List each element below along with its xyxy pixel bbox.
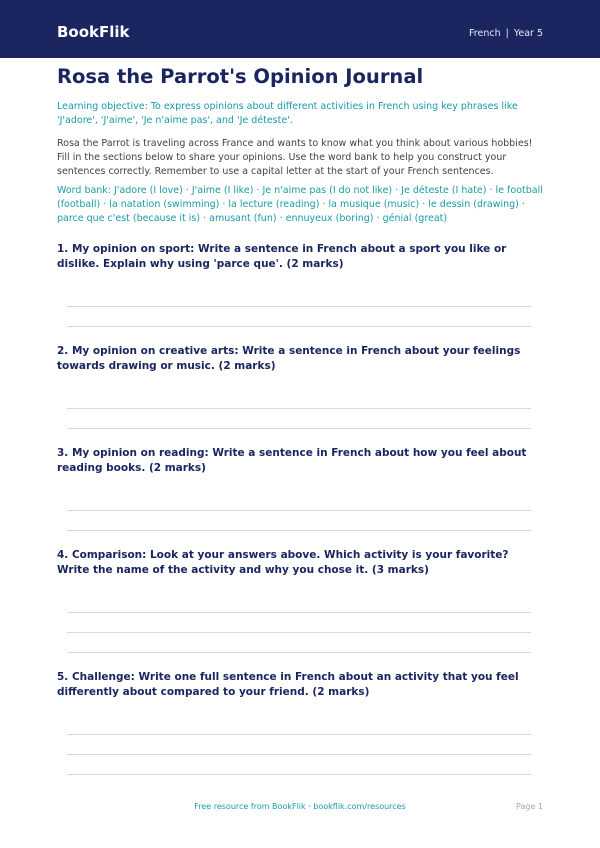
answer-line-3b[interactable] [67,530,531,531]
brand-logo: BookFlik [57,23,130,41]
subject-year-label [469,28,543,40]
answer-line-3a[interactable] [67,510,531,511]
learning-objective: Learning objective: To express opinions about different activities in French using key phrases like 'J'adore', 'J'aime', 'Je n'aime pas', and 'Je déteste'. [57,101,518,126]
header-bar [0,0,600,58]
answer-line-4c[interactable] [67,652,531,653]
footer-text: Free resource from BookFlik · bookflik.com/resources [194,802,406,811]
answer-line-1b[interactable] [67,326,531,327]
intro-text: Rosa the Parrot is traveling across France and wants to know what you think about various hobbies! Fill in the sections below to share your opinions. Use the word bank to help you construct your sentences correctly. Remember to use a capital letter at the start of your French sentences. [57,138,533,177]
answer-line-2a[interactable] [67,408,531,409]
answer-line-4b[interactable] [67,632,531,633]
answer-line-5b[interactable] [67,754,531,755]
answer-line-5a[interactable] [67,734,531,735]
word-bank: Word bank: J'adore (I love) · J'aime (I like) · Je n'aime pas (I do not like) · Je déteste (I hate) · le football (football) · la natation (swimming) · la lecture (reading) · la musique (music) · le dessin (drawing) · parce que c'est (because it is) · amusant (fun) · ennuyeux (boring) · génial (great) [57,185,543,224]
answer-line-1a[interactable] [67,306,531,307]
question-3: 3. My opinion on reading: Write a sentence in French about how you feel about reading books. (2 marks) [57,447,527,474]
year-label: Year 5 [513,28,543,39]
page-number: Page 1 [516,802,543,811]
page-title: Rosa the Parrot's Opinion Journal [57,65,424,88]
answer-line-2b[interactable] [67,428,531,429]
question-5: 5. Challenge: Write one full sentence in French about an activity that you feel differently about compared to your friend. (2 marks) [57,671,519,698]
separator: | [505,28,509,39]
question-4: 4. Comparison: Look at your answers above. Which activity is your favorite? Write the name of the activity and why you chose it. (3 marks) [57,549,509,576]
question-1: 1. My opinion on sport: Write a sentence in French about a sport you like or dislike. Explain why using 'parce que'. (2 marks) [57,243,507,270]
subject-label: French [469,28,501,39]
question-2: 2. My opinion on creative arts: Write a sentence in French about your feelings towards drawing or music. (2 marks) [57,345,521,372]
answer-line-4a[interactable] [67,612,531,613]
answer-line-5c[interactable] [67,774,531,775]
